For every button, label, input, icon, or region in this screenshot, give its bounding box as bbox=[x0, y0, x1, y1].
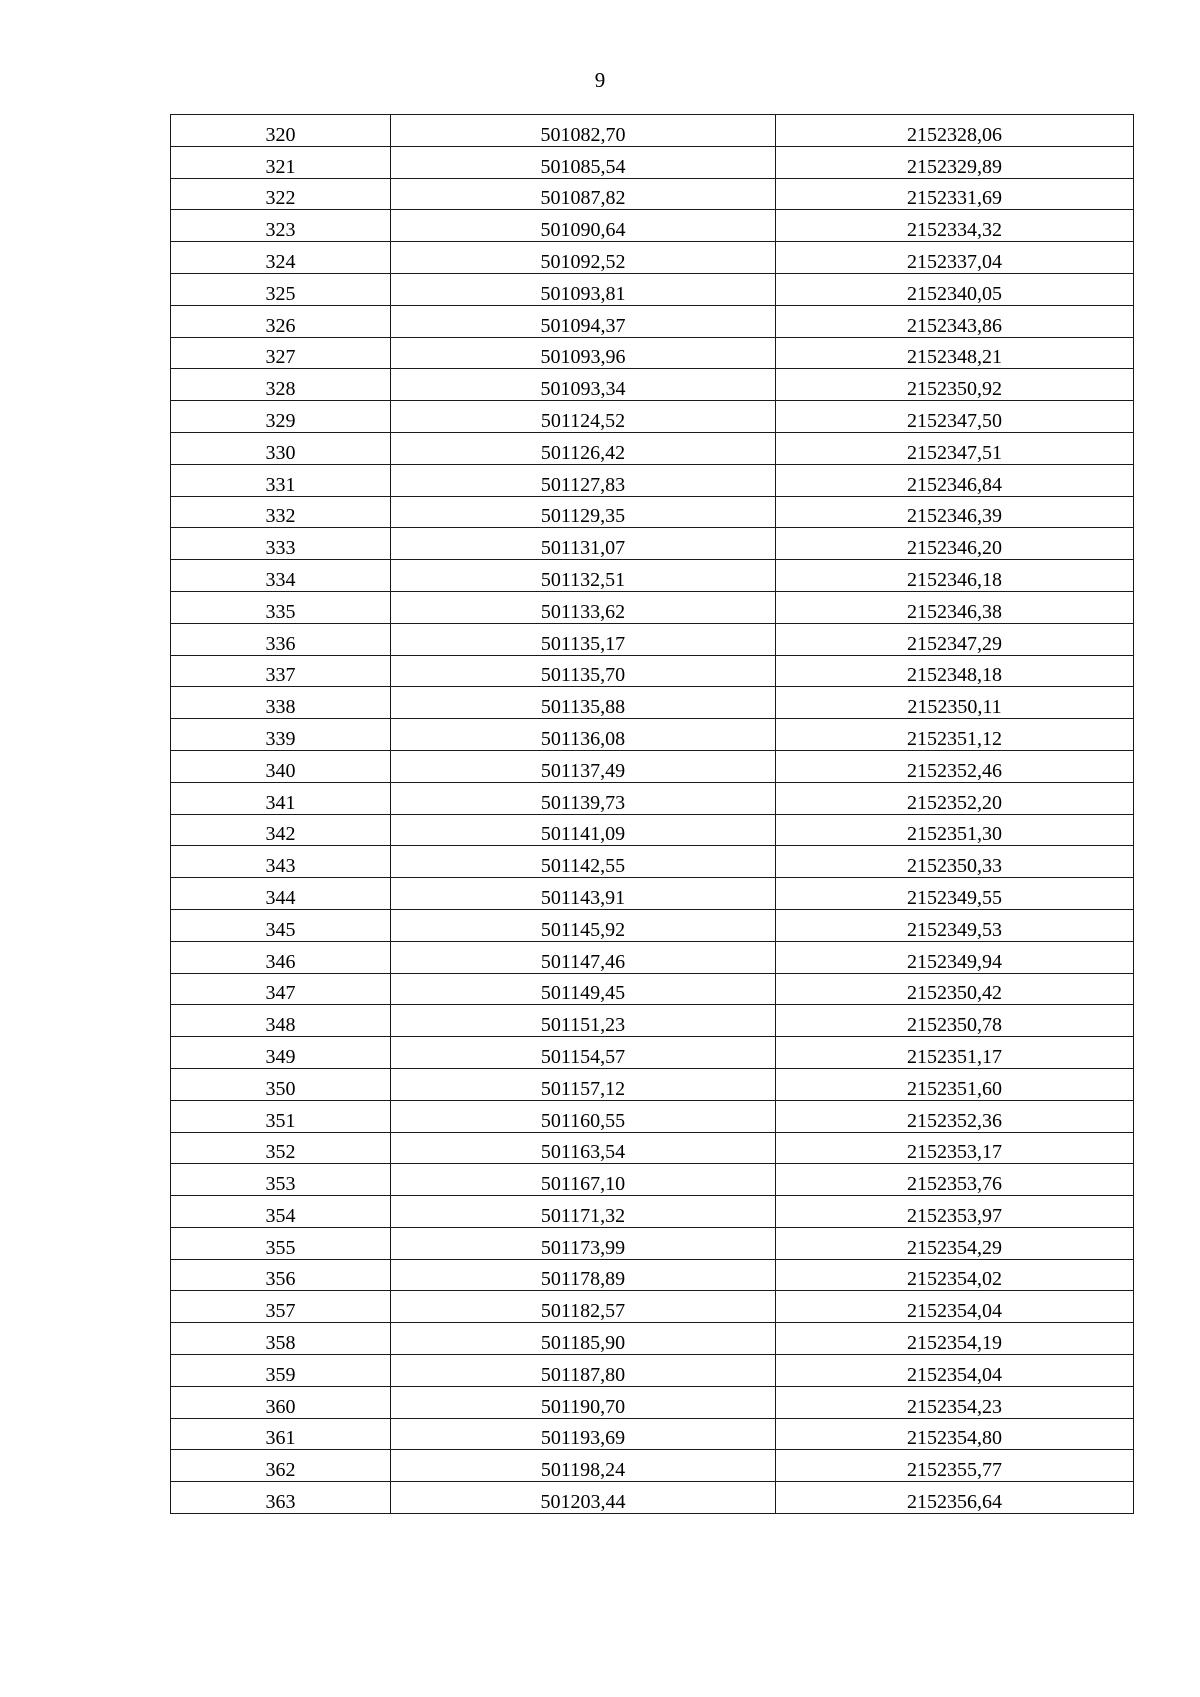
x-coordinate-cell: 501182,57 bbox=[391, 1291, 776, 1323]
table-row bbox=[171, 941, 1134, 973]
y-coordinate-cell: 2152353,76 bbox=[776, 1164, 1134, 1196]
y-coordinate-cell: 2152348,21 bbox=[776, 337, 1134, 369]
point-number-cell: 327 bbox=[171, 337, 391, 369]
y-coordinate-cell: 2152354,04 bbox=[776, 1291, 1134, 1323]
y-coordinate-cell: 2152350,78 bbox=[776, 1005, 1134, 1037]
point-number-cell: 360 bbox=[171, 1386, 391, 1418]
point-number-cell: 348 bbox=[171, 1005, 391, 1037]
point-number-cell: 349 bbox=[171, 1037, 391, 1069]
table-row bbox=[171, 1196, 1134, 1228]
x-coordinate-cell: 501093,34 bbox=[391, 369, 776, 401]
point-number-cell: 359 bbox=[171, 1355, 391, 1387]
point-number-cell: 338 bbox=[171, 687, 391, 719]
y-coordinate-cell: 2152346,18 bbox=[776, 560, 1134, 592]
y-coordinate-cell: 2152353,17 bbox=[776, 1132, 1134, 1164]
x-coordinate-cell: 501135,70 bbox=[391, 655, 776, 687]
x-coordinate-cell: 501154,57 bbox=[391, 1037, 776, 1069]
y-coordinate-cell: 2152354,80 bbox=[776, 1418, 1134, 1450]
table-row bbox=[171, 655, 1134, 687]
x-coordinate-cell: 501132,51 bbox=[391, 560, 776, 592]
table-row bbox=[171, 1100, 1134, 1132]
x-coordinate-cell: 501093,81 bbox=[391, 273, 776, 305]
x-coordinate-cell: 501149,45 bbox=[391, 973, 776, 1005]
y-coordinate-cell: 2152340,05 bbox=[776, 273, 1134, 305]
x-coordinate-cell: 501137,49 bbox=[391, 750, 776, 782]
table-row bbox=[171, 1482, 1134, 1514]
x-coordinate-cell: 501167,10 bbox=[391, 1164, 776, 1196]
y-coordinate-cell: 2152337,04 bbox=[776, 242, 1134, 274]
x-coordinate-cell: 501187,80 bbox=[391, 1355, 776, 1387]
y-coordinate-cell: 2152350,33 bbox=[776, 846, 1134, 878]
table-row bbox=[171, 115, 1134, 147]
y-coordinate-cell: 2152347,51 bbox=[776, 432, 1134, 464]
table-row bbox=[171, 242, 1134, 274]
table-row bbox=[171, 1227, 1134, 1259]
x-coordinate-cell: 501190,70 bbox=[391, 1386, 776, 1418]
point-number-cell: 325 bbox=[171, 273, 391, 305]
x-coordinate-cell: 501151,23 bbox=[391, 1005, 776, 1037]
y-coordinate-cell: 2152351,17 bbox=[776, 1037, 1134, 1069]
y-coordinate-cell: 2152353,97 bbox=[776, 1196, 1134, 1228]
table-row bbox=[171, 687, 1134, 719]
y-coordinate-cell: 2152329,89 bbox=[776, 146, 1134, 178]
table-row bbox=[171, 623, 1134, 655]
table-row bbox=[171, 464, 1134, 496]
y-coordinate-cell: 2152328,06 bbox=[776, 115, 1134, 147]
x-coordinate-cell: 501135,17 bbox=[391, 623, 776, 655]
x-coordinate-cell: 501173,99 bbox=[391, 1227, 776, 1259]
x-coordinate-cell: 501139,73 bbox=[391, 782, 776, 814]
x-coordinate-cell: 501141,09 bbox=[391, 814, 776, 846]
table-row bbox=[171, 560, 1134, 592]
table-row bbox=[171, 1037, 1134, 1069]
point-number-cell: 321 bbox=[171, 146, 391, 178]
x-coordinate-cell: 501157,12 bbox=[391, 1068, 776, 1100]
x-coordinate-cell: 501178,89 bbox=[391, 1259, 776, 1291]
y-coordinate-cell: 2152356,64 bbox=[776, 1482, 1134, 1514]
x-coordinate-cell: 501135,88 bbox=[391, 687, 776, 719]
y-coordinate-cell: 2152349,94 bbox=[776, 941, 1134, 973]
point-number-cell: 333 bbox=[171, 528, 391, 560]
point-number-cell: 350 bbox=[171, 1068, 391, 1100]
point-number-cell: 356 bbox=[171, 1259, 391, 1291]
x-coordinate-cell: 501093,96 bbox=[391, 337, 776, 369]
point-number-cell: 354 bbox=[171, 1196, 391, 1228]
x-coordinate-cell: 501094,37 bbox=[391, 305, 776, 337]
point-number-cell: 347 bbox=[171, 973, 391, 1005]
point-number-cell: 341 bbox=[171, 782, 391, 814]
table-row bbox=[171, 1450, 1134, 1482]
point-number-cell: 320 bbox=[171, 115, 391, 147]
coordinates-table bbox=[170, 114, 1134, 1514]
table-row bbox=[171, 878, 1134, 910]
x-coordinate-cell: 501090,64 bbox=[391, 210, 776, 242]
x-coordinate-cell: 501185,90 bbox=[391, 1323, 776, 1355]
table-row bbox=[171, 337, 1134, 369]
point-number-cell: 322 bbox=[171, 178, 391, 210]
x-coordinate-cell: 501082,70 bbox=[391, 115, 776, 147]
point-number-cell: 335 bbox=[171, 591, 391, 623]
table-row bbox=[171, 273, 1134, 305]
x-coordinate-cell: 501131,07 bbox=[391, 528, 776, 560]
y-coordinate-cell: 2152346,20 bbox=[776, 528, 1134, 560]
y-coordinate-cell: 2152346,38 bbox=[776, 591, 1134, 623]
table-row bbox=[171, 1323, 1134, 1355]
table-row bbox=[171, 1355, 1134, 1387]
x-coordinate-cell: 501136,08 bbox=[391, 719, 776, 751]
point-number-cell: 358 bbox=[171, 1323, 391, 1355]
point-number-cell: 342 bbox=[171, 814, 391, 846]
table-row bbox=[171, 814, 1134, 846]
point-number-cell: 357 bbox=[171, 1291, 391, 1323]
y-coordinate-cell: 2152350,92 bbox=[776, 369, 1134, 401]
table-row bbox=[171, 973, 1134, 1005]
table-row bbox=[171, 305, 1134, 337]
table-row bbox=[171, 369, 1134, 401]
y-coordinate-cell: 2152346,39 bbox=[776, 496, 1134, 528]
coordinates-table-body bbox=[171, 115, 1134, 1514]
table-row bbox=[171, 210, 1134, 242]
x-coordinate-cell: 501163,54 bbox=[391, 1132, 776, 1164]
x-coordinate-cell: 501142,55 bbox=[391, 846, 776, 878]
y-coordinate-cell: 2152343,86 bbox=[776, 305, 1134, 337]
point-number-cell: 361 bbox=[171, 1418, 391, 1450]
point-number-cell: 362 bbox=[171, 1450, 391, 1482]
y-coordinate-cell: 2152350,11 bbox=[776, 687, 1134, 719]
table-row bbox=[171, 591, 1134, 623]
table-row bbox=[171, 496, 1134, 528]
table-row bbox=[171, 432, 1134, 464]
table-row bbox=[171, 750, 1134, 782]
point-number-cell: 353 bbox=[171, 1164, 391, 1196]
y-coordinate-cell: 2152350,42 bbox=[776, 973, 1134, 1005]
point-number-cell: 340 bbox=[171, 750, 391, 782]
y-coordinate-cell: 2152354,29 bbox=[776, 1227, 1134, 1259]
table-row bbox=[171, 782, 1134, 814]
table-row bbox=[171, 178, 1134, 210]
y-coordinate-cell: 2152349,53 bbox=[776, 909, 1134, 941]
point-number-cell: 351 bbox=[171, 1100, 391, 1132]
table-row bbox=[171, 719, 1134, 751]
y-coordinate-cell: 2152347,29 bbox=[776, 623, 1134, 655]
point-number-cell: 363 bbox=[171, 1482, 391, 1514]
x-coordinate-cell: 501171,32 bbox=[391, 1196, 776, 1228]
table-row bbox=[171, 146, 1134, 178]
y-coordinate-cell: 2152334,32 bbox=[776, 210, 1134, 242]
page-number: 9 bbox=[594, 68, 606, 92]
x-coordinate-cell: 501087,82 bbox=[391, 178, 776, 210]
point-number-cell: 344 bbox=[171, 878, 391, 910]
point-number-cell: 355 bbox=[171, 1227, 391, 1259]
x-coordinate-cell: 501124,52 bbox=[391, 401, 776, 433]
y-coordinate-cell: 2152348,18 bbox=[776, 655, 1134, 687]
point-number-cell: 336 bbox=[171, 623, 391, 655]
y-coordinate-cell: 2152351,60 bbox=[776, 1068, 1134, 1100]
point-number-cell: 324 bbox=[171, 242, 391, 274]
point-number-cell: 329 bbox=[171, 401, 391, 433]
point-number-cell: 323 bbox=[171, 210, 391, 242]
x-coordinate-cell: 501127,83 bbox=[391, 464, 776, 496]
x-coordinate-cell: 501147,46 bbox=[391, 941, 776, 973]
point-number-cell: 330 bbox=[171, 432, 391, 464]
y-coordinate-cell: 2152331,69 bbox=[776, 178, 1134, 210]
table-row bbox=[171, 1068, 1134, 1100]
x-coordinate-cell: 501193,69 bbox=[391, 1418, 776, 1450]
x-coordinate-cell: 501126,42 bbox=[391, 432, 776, 464]
x-coordinate-cell: 501129,35 bbox=[391, 496, 776, 528]
table-row bbox=[171, 1132, 1134, 1164]
point-number-cell: 332 bbox=[171, 496, 391, 528]
y-coordinate-cell: 2152354,23 bbox=[776, 1386, 1134, 1418]
point-number-cell: 352 bbox=[171, 1132, 391, 1164]
point-number-cell: 339 bbox=[171, 719, 391, 751]
point-number-cell: 334 bbox=[171, 560, 391, 592]
y-coordinate-cell: 2152347,50 bbox=[776, 401, 1134, 433]
y-coordinate-cell: 2152351,30 bbox=[776, 814, 1134, 846]
point-number-cell: 343 bbox=[171, 846, 391, 878]
table-row bbox=[171, 1418, 1134, 1450]
table-row bbox=[171, 1005, 1134, 1037]
table-row bbox=[171, 401, 1134, 433]
point-number-cell: 328 bbox=[171, 369, 391, 401]
y-coordinate-cell: 2152351,12 bbox=[776, 719, 1134, 751]
x-coordinate-cell: 501085,54 bbox=[391, 146, 776, 178]
x-coordinate-cell: 501203,44 bbox=[391, 1482, 776, 1514]
y-coordinate-cell: 2152352,20 bbox=[776, 782, 1134, 814]
y-coordinate-cell: 2152346,84 bbox=[776, 464, 1134, 496]
point-number-cell: 326 bbox=[171, 305, 391, 337]
x-coordinate-cell: 501160,55 bbox=[391, 1100, 776, 1132]
y-coordinate-cell: 2152354,02 bbox=[776, 1259, 1134, 1291]
y-coordinate-cell: 2152355,77 bbox=[776, 1450, 1134, 1482]
y-coordinate-cell: 2152352,46 bbox=[776, 750, 1134, 782]
x-coordinate-cell: 501143,91 bbox=[391, 878, 776, 910]
point-number-cell: 337 bbox=[171, 655, 391, 687]
y-coordinate-cell: 2152354,19 bbox=[776, 1323, 1134, 1355]
table-row bbox=[171, 1164, 1134, 1196]
point-number-cell: 346 bbox=[171, 941, 391, 973]
y-coordinate-cell: 2152354,04 bbox=[776, 1355, 1134, 1387]
y-coordinate-cell: 2152349,55 bbox=[776, 878, 1134, 910]
x-coordinate-cell: 501092,52 bbox=[391, 242, 776, 274]
table-row bbox=[171, 528, 1134, 560]
table-row bbox=[171, 1291, 1134, 1323]
table-row bbox=[171, 846, 1134, 878]
table-row bbox=[171, 1386, 1134, 1418]
x-coordinate-cell: 501133,62 bbox=[391, 591, 776, 623]
x-coordinate-cell: 501145,92 bbox=[391, 909, 776, 941]
y-coordinate-cell: 2152352,36 bbox=[776, 1100, 1134, 1132]
point-number-cell: 331 bbox=[171, 464, 391, 496]
point-number-cell: 345 bbox=[171, 909, 391, 941]
table-row bbox=[171, 909, 1134, 941]
x-coordinate-cell: 501198,24 bbox=[391, 1450, 776, 1482]
table-row bbox=[171, 1259, 1134, 1291]
